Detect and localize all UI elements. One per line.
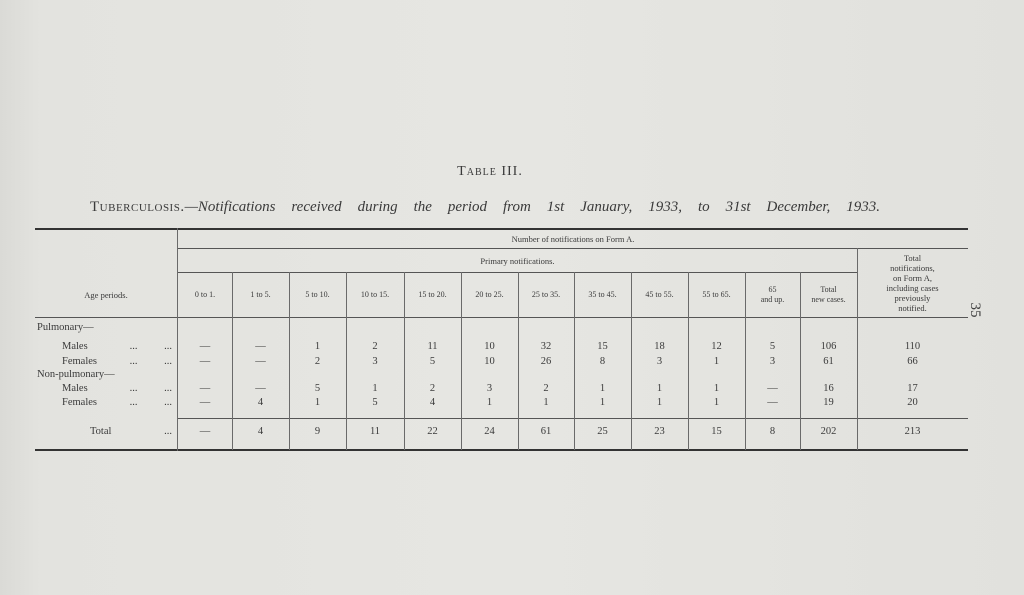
row-leader: ... ... [129,397,172,408]
total-cell: 25 [597,426,608,437]
total-row-leader: ... [164,426,172,437]
total-cell: 202 [820,426,837,437]
table-cell: 2 [372,341,378,352]
total-notifications-header: Total notifications, on Form A, including cases previously notified. [886,253,939,313]
column-header: 35 to 45. [588,289,617,299]
table-cell: 12 [711,341,722,352]
table-cell: 5 [314,383,321,394]
table-cell: — [767,397,778,408]
table-cell: 1 [656,383,663,394]
table-cell: 3 [486,383,493,394]
table-cell: — [255,341,266,352]
table-cell: 16 [823,383,834,394]
table-cell: 1 [656,397,663,408]
table-cell: 19 [823,397,834,408]
column-header: 45 to 55. [645,289,674,299]
table-cell: 106 [820,341,837,352]
total-row-label: Total [90,426,112,437]
table-cell: 10 [484,356,495,367]
table-cell: 1 [599,397,606,408]
table-cell: 2 [314,356,321,367]
total-cell: 23 [654,426,665,437]
total-cell: — [199,426,211,437]
table-cell: 5 [429,356,436,367]
table-cell: 4 [257,397,264,408]
table-cell: 2 [429,383,436,394]
subtitle-lead: Tuberculosis. [90,199,185,215]
table-cell: — [199,356,211,367]
table-cell: — [199,397,211,408]
column-header: 1 to 5. [250,289,271,299]
table-cell: 1 [713,383,720,394]
age-periods-header: Age periods. [84,289,128,300]
table-cell: 1 [314,397,321,408]
table-cell: 110 [904,341,921,352]
total-cell: 9 [314,426,321,437]
table-cell: 5 [769,341,776,352]
table-cell: 61 [823,356,834,367]
column-divider [177,228,178,451]
column-header: Total new cases. [811,284,846,304]
table-bottom-border [35,449,968,451]
table-cell: 32 [540,341,552,352]
table-cell: 15 [597,341,608,352]
total-cell: 4 [257,426,264,437]
table-cell: — [255,383,266,394]
total-cell: 24 [484,426,495,437]
row-leader: ... ... [129,341,172,352]
column-header: 65 and up. [760,284,785,304]
column-header: 15 to 20. [418,289,447,299]
column-header: 0 to 1. [194,289,216,299]
row-label: Females [62,356,97,367]
row-label: Males [62,341,88,352]
table-cell: 1 [314,341,321,352]
table-cell: 2 [543,383,549,394]
table-cell: 8 [599,356,606,367]
section-label: Pulmonary— [37,322,94,333]
table-cell: 1 [713,356,720,367]
table-cell: 18 [654,341,665,352]
table-cell: — [255,356,266,367]
row-label: Males [62,383,88,394]
group-header: Number of notifications on Form A. [511,234,635,244]
total-cell: 15 [711,426,722,437]
column-header: 25 to 35. [531,289,561,299]
table-cell: 5 [372,397,378,408]
table-cell: — [767,383,778,394]
header-bottom-rule [35,317,968,318]
table-cell: 4 [429,397,436,408]
table-cell: — [199,341,211,352]
total-cell: 11 [369,426,381,437]
column-header: 10 to 15. [360,289,390,299]
table-cell: 66 [907,356,918,367]
table-cell: 20 [907,397,918,408]
table-cell: 10 [484,341,495,352]
table-cell: 1 [372,383,378,394]
row-label: Females [62,397,97,408]
row-leader: ... ... [129,356,172,367]
table-cell: 26 [540,356,552,367]
total-cell: 8 [769,426,776,437]
table-cell: 17 [907,383,918,394]
table-cell: — [199,383,211,394]
row-leader: ... ... [129,383,172,394]
table-cell: 3 [656,356,663,367]
table-cell: 1 [599,383,606,394]
primary-header: Primary notifications. [480,255,555,266]
total-cell: 61 [540,426,552,437]
table-cell: 3 [372,356,378,367]
table-cell: 3 [769,356,776,367]
table-cell: 1 [713,397,720,408]
total-row-rule [178,418,968,419]
column-header: 5 to 10. [305,289,330,299]
subtitle-text: —Notifications received during the period from 1st January, 1933, to 31st December, 1933. [184,199,880,215]
table-cell: 1 [486,397,493,408]
total-cell: 22 [427,426,438,437]
column-header: 55 to 65. [702,289,731,299]
page-number: 35 [967,302,983,318]
column-header: 20 to 25. [475,289,504,299]
table-cell: 11 [427,341,438,352]
table-title: Table III. [457,164,523,179]
table-cell: 1 [543,397,549,408]
section-label: Non-pulmonary— [37,369,115,380]
total-cell: 213 [904,426,921,437]
